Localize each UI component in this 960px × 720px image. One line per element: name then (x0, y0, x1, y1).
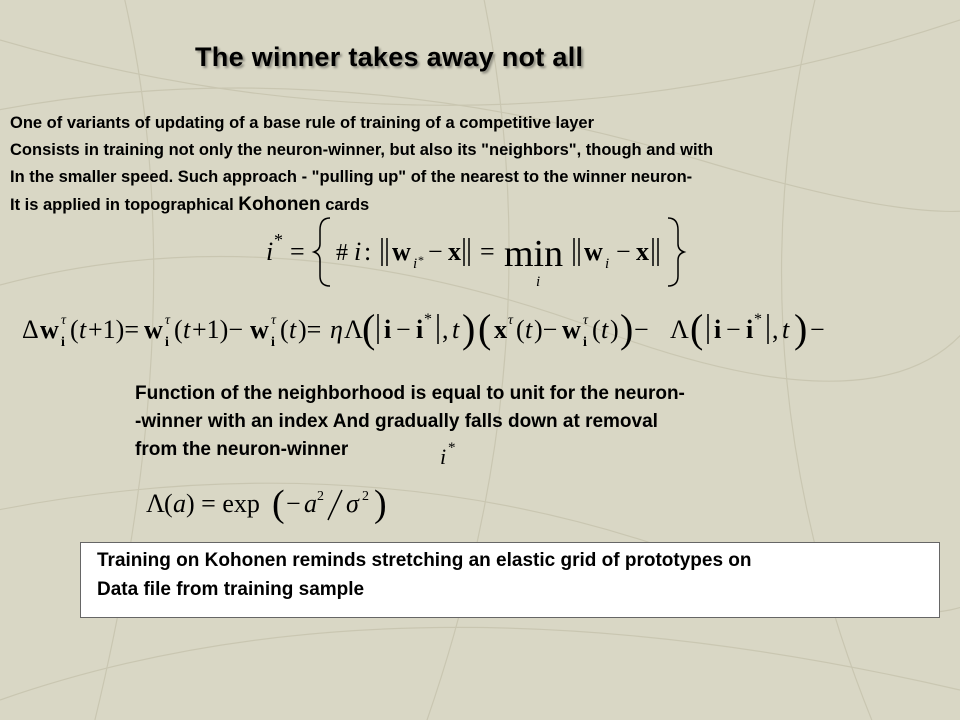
svg-text:τ: τ (165, 313, 171, 328)
svg-text:i: i (165, 335, 169, 350)
svg-text:w: w (584, 237, 603, 266)
svg-text:*: * (448, 440, 456, 456)
svg-text:=: = (480, 237, 495, 266)
svg-text:η: η (330, 315, 343, 344)
svg-text:(: ( (272, 483, 285, 525)
svg-text:): ) (620, 306, 634, 351)
intro-line-1: One of variants of updating of a base rule of training of a competitive layer (10, 114, 595, 132)
svg-text:*: * (424, 311, 432, 328)
svg-text:i: i (384, 315, 392, 344)
svg-text:*: * (418, 253, 424, 267)
svg-text:t: t (79, 315, 87, 344)
svg-text:τ: τ (271, 313, 277, 328)
svg-text:−: − (428, 237, 443, 266)
svg-text:+1)−: +1)− (192, 315, 243, 344)
svg-text:) = exp: ) = exp (186, 489, 260, 518)
svg-text:(: ( (174, 315, 183, 344)
intro-line-4-suffix: cards (320, 196, 370, 214)
svg-text:2: 2 (317, 489, 324, 504)
svg-text:τ: τ (583, 313, 589, 328)
summary-line-1: Training on Kohonen reminds stretching an elastic grid of prototypes on (97, 550, 752, 571)
svg-text:+1)=: +1)= (88, 315, 139, 344)
svg-text:t: t (289, 315, 297, 344)
svg-text:i: i (440, 444, 447, 469)
svg-text:i: i (413, 256, 418, 272)
svg-text:): ) (374, 483, 387, 525)
svg-text:(: ( (478, 306, 492, 351)
svg-text:Δ: Δ (22, 315, 39, 344)
svg-text:τ: τ (508, 313, 514, 328)
svg-text:i: i (746, 315, 754, 344)
intro-line-3: In the smaller speed. Such approach - "pulling up" of the nearest to the winner neuron- (10, 168, 693, 186)
svg-text:−: − (810, 315, 825, 344)
svg-text:)=: )= (298, 315, 322, 344)
kohonen-word: Kohonen (238, 194, 321, 215)
intro-line-2: Consists in training not only the neuron-winner, but also its "neighbors", though and with (10, 141, 714, 159)
svg-text:(: ( (280, 315, 289, 344)
svg-text:(: ( (164, 489, 173, 518)
svg-text:w: w (40, 315, 59, 344)
svg-text:i: i (266, 237, 274, 266)
svg-text:a: a (173, 489, 186, 518)
svg-text:*: * (754, 311, 762, 328)
svg-text:t: t (782, 315, 790, 344)
neighborhood-function-formula (142, 478, 412, 533)
svg-text::: : (364, 237, 372, 266)
svg-text:i: i (714, 315, 722, 344)
page-title: The winner takes away not all (195, 42, 584, 72)
svg-text:*: * (274, 230, 283, 250)
svg-text:σ: σ (346, 489, 359, 518)
svg-text:(: ( (592, 315, 601, 344)
svg-text:Λ: Λ (344, 315, 363, 344)
svg-text:−: − (616, 237, 631, 266)
svg-text:(: ( (516, 315, 525, 344)
winner-index-formula (258, 210, 698, 295)
svg-text:Λ: Λ (670, 315, 689, 344)
intro-line-4-prefix: It is applied in topographical (10, 196, 239, 214)
svg-text:)−: )− (534, 315, 558, 344)
svg-text:i: i (416, 315, 424, 344)
svg-text:t: t (525, 315, 533, 344)
svg-text:i: i (536, 274, 541, 290)
svg-text:x: x (636, 237, 649, 266)
svg-text:−: − (286, 489, 301, 518)
svg-text:Λ: Λ (146, 489, 165, 518)
svg-text:τ: τ (61, 313, 67, 328)
svg-text:w: w (144, 315, 163, 344)
svg-text:a: a (304, 489, 317, 518)
svg-text:−: − (634, 315, 649, 344)
svg-text:(: ( (690, 306, 704, 351)
neighborhood-note (135, 380, 685, 464)
svg-text:(: ( (70, 315, 79, 344)
svg-text:w: w (562, 315, 581, 344)
svg-text:): ) (462, 306, 476, 351)
weight-update-formula (18, 298, 938, 367)
svg-text:x: x (448, 237, 461, 266)
svg-text:t: t (183, 315, 191, 344)
svg-text:i: i (271, 335, 275, 350)
summary-line-2: Data file from training sample (97, 579, 365, 600)
intro-paragraph (10, 110, 950, 219)
note-line-1: Function of the neighborhood is equal to unit for the neuron- (135, 383, 685, 404)
svg-text:i: i (354, 237, 362, 266)
note-line-2: -winner with an index And gradually falls down at removal (135, 411, 658, 432)
svg-text:w: w (250, 315, 269, 344)
note-line-3: from the neuron-winner (135, 439, 349, 460)
svg-text:i: i (605, 256, 610, 272)
svg-text:2: 2 (362, 489, 369, 504)
svg-text:min: min (504, 233, 564, 275)
svg-text:#: # (336, 240, 348, 266)
svg-text:i: i (583, 335, 587, 350)
svg-text:,: , (442, 315, 449, 344)
svg-text:i: i (61, 335, 65, 350)
svg-text:=: = (290, 237, 305, 266)
svg-text:(: ( (362, 306, 376, 351)
svg-text:t: t (452, 315, 460, 344)
svg-text:x: x (494, 315, 507, 344)
svg-text:): ) (610, 315, 619, 344)
svg-text:w: w (392, 237, 411, 266)
winner-index-symbol (438, 440, 468, 475)
svg-text:t: t (601, 315, 609, 344)
svg-text:): ) (794, 306, 808, 351)
svg-text:,: , (772, 315, 779, 344)
summary-box (80, 542, 940, 618)
svg-text:−: − (396, 315, 411, 344)
svg-text:−: − (726, 315, 741, 344)
